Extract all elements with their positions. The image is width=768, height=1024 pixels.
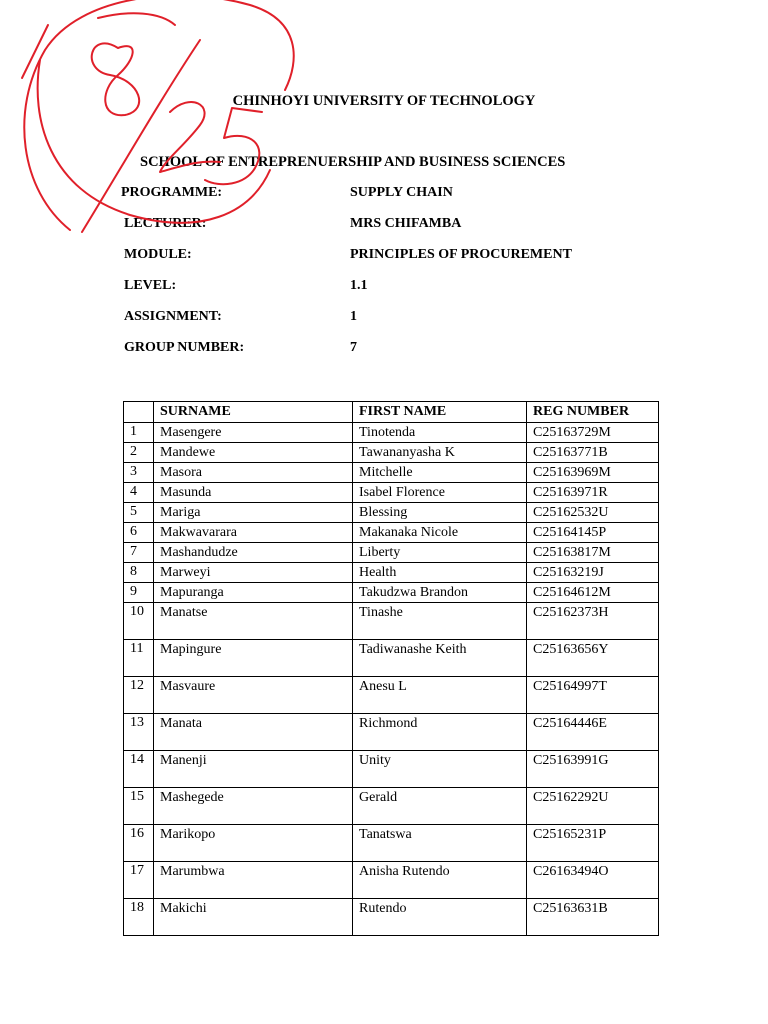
info-row-level — [0, 278, 768, 298]
reg-number-cell: C25162373H — [527, 603, 659, 640]
table-row — [124, 563, 659, 583]
table-row — [124, 825, 659, 862]
row-number: 10 — [124, 603, 154, 640]
grade-five-stroke — [205, 108, 262, 184]
row-number: 12 — [124, 677, 154, 714]
info-value: 1.1 — [350, 278, 368, 293]
row-number: 5 — [124, 503, 154, 523]
first-name-cell: Blessing — [353, 503, 527, 523]
reg-number-cell: C25163991G — [527, 751, 659, 788]
surname-cell: Mashegede — [154, 788, 353, 825]
surname-cell: Mapuranga — [154, 583, 353, 603]
table-row — [124, 751, 659, 788]
first-name-cell: Health — [353, 563, 527, 583]
surname-cell: Marumbwa — [154, 862, 353, 899]
info-label: ASSIGNMENT: — [124, 309, 222, 324]
row-number: 2 — [124, 443, 154, 463]
surname-cell: Mapingure — [154, 640, 353, 677]
reg-number-cell: C25164612M — [527, 583, 659, 603]
header-surname: SURNAME — [154, 402, 353, 423]
table-row — [124, 640, 659, 677]
reg-number-cell: C25163971R — [527, 483, 659, 503]
first-name-cell: Tawananyasha K — [353, 443, 527, 463]
info-row-group-number — [0, 340, 768, 360]
info-value: 7 — [350, 340, 357, 355]
info-value: SUPPLY CHAIN — [350, 185, 453, 200]
info-label: MODULE: — [124, 247, 192, 262]
row-number: 15 — [124, 788, 154, 825]
info-value: PRINCIPLES OF PROCUREMENT — [350, 247, 572, 262]
info-row-lecturer — [0, 216, 768, 236]
first-name-cell: Rutendo — [353, 899, 527, 936]
table-row — [124, 583, 659, 603]
surname-cell: Manenji — [154, 751, 353, 788]
header-reg-number: REG NUMBER — [527, 402, 659, 423]
info-value: 1 — [350, 309, 357, 324]
first-name-cell: Anisha Rutendo — [353, 862, 527, 899]
surname-cell: Masvaure — [154, 677, 353, 714]
reg-number-cell: C25164145P — [527, 523, 659, 543]
info-label: GROUP NUMBER: — [124, 340, 245, 355]
surname-cell: Makichi — [154, 899, 353, 936]
row-number: 13 — [124, 714, 154, 751]
row-number: 7 — [124, 543, 154, 563]
info-label: PROGRAMME: — [121, 185, 223, 200]
row-number: 16 — [124, 825, 154, 862]
first-name-cell: Makanaka Nicole — [353, 523, 527, 543]
first-name-cell: Richmond — [353, 714, 527, 751]
first-name-cell: Takudzwa Brandon — [353, 583, 527, 603]
table-row — [124, 788, 659, 825]
surname-cell: Marikopo — [154, 825, 353, 862]
reg-number-cell: C25164997T — [527, 677, 659, 714]
table-row — [124, 423, 659, 443]
first-name-cell: Tinotenda — [353, 423, 527, 443]
group-members-table — [123, 401, 659, 936]
table-row — [124, 503, 659, 523]
surname-cell: Marweyi — [154, 563, 353, 583]
reg-number-cell: C25163656Y — [527, 640, 659, 677]
row-number: 18 — [124, 899, 154, 936]
row-number: 1 — [124, 423, 154, 443]
first-name-cell: Unity — [353, 751, 527, 788]
surname-cell: Masora — [154, 463, 353, 483]
row-number: 14 — [124, 751, 154, 788]
row-number: 4 — [124, 483, 154, 503]
school-title: SCHOOL OF ENTREPRENUERSHIP AND BUSINESS SCIENCES — [140, 154, 566, 170]
info-row-assignment — [0, 309, 768, 329]
reg-number-cell: C26163494O — [527, 862, 659, 899]
header-first-name: FIRST NAME — [353, 402, 527, 423]
info-label: LECTURER: — [124, 216, 207, 231]
info-value: MRS CHIFAMBA — [350, 216, 462, 231]
table-header-row — [124, 402, 659, 423]
surname-cell: Mandewe — [154, 443, 353, 463]
header-number — [124, 402, 154, 423]
first-name-cell: Mitchelle — [353, 463, 527, 483]
reg-number-cell: C25165231P — [527, 825, 659, 862]
row-number: 3 — [124, 463, 154, 483]
table-row — [124, 862, 659, 899]
first-name-cell: Liberty — [353, 543, 527, 563]
reg-number-cell: C25163729M — [527, 423, 659, 443]
table-row — [124, 714, 659, 751]
info-row-module — [0, 247, 768, 267]
reg-number-cell: C25163969M — [527, 463, 659, 483]
reg-number-cell: C25162292U — [527, 788, 659, 825]
row-number: 6 — [124, 523, 154, 543]
table-row — [124, 523, 659, 543]
reg-number-cell: C25163219J — [527, 563, 659, 583]
first-name-cell: Tanatswa — [353, 825, 527, 862]
reg-number-cell: C25163817M — [527, 543, 659, 563]
first-name-cell: Anesu L — [353, 677, 527, 714]
surname-cell: Mashandudze — [154, 543, 353, 563]
university-title: CHINHOYI UNIVERSITY OF TECHNOLOGY — [232, 93, 536, 109]
reg-number-cell: C25162532U — [527, 503, 659, 523]
row-number: 8 — [124, 563, 154, 583]
row-number: 11 — [124, 640, 154, 677]
first-name-cell: Gerald — [353, 788, 527, 825]
first-name-cell: Isabel Florence — [353, 483, 527, 503]
reg-number-cell: C25163771B — [527, 443, 659, 463]
reg-number-cell: C25163631B — [527, 899, 659, 936]
table-row — [124, 677, 659, 714]
info-row-programme — [0, 185, 768, 205]
surname-cell: Manatse — [154, 603, 353, 640]
row-number: 17 — [124, 862, 154, 899]
grade-one-stroke — [22, 25, 48, 78]
table-row — [124, 899, 659, 936]
row-number: 9 — [124, 583, 154, 603]
surname-cell: Makwavarara — [154, 523, 353, 543]
reg-number-cell: C25164446E — [527, 714, 659, 751]
table-row — [124, 483, 659, 503]
table-row — [124, 603, 659, 640]
surname-cell: Masunda — [154, 483, 353, 503]
table-row — [124, 543, 659, 563]
table-row — [124, 463, 659, 483]
surname-cell: Masengere — [154, 423, 353, 443]
info-label: LEVEL: — [124, 278, 177, 293]
surname-cell: Mariga — [154, 503, 353, 523]
grade-hook-stroke — [98, 13, 175, 25]
surname-cell: Manata — [154, 714, 353, 751]
first-name-cell: Tadiwanashe Keith — [353, 640, 527, 677]
first-name-cell: Tinashe — [353, 603, 527, 640]
table-row — [124, 443, 659, 463]
